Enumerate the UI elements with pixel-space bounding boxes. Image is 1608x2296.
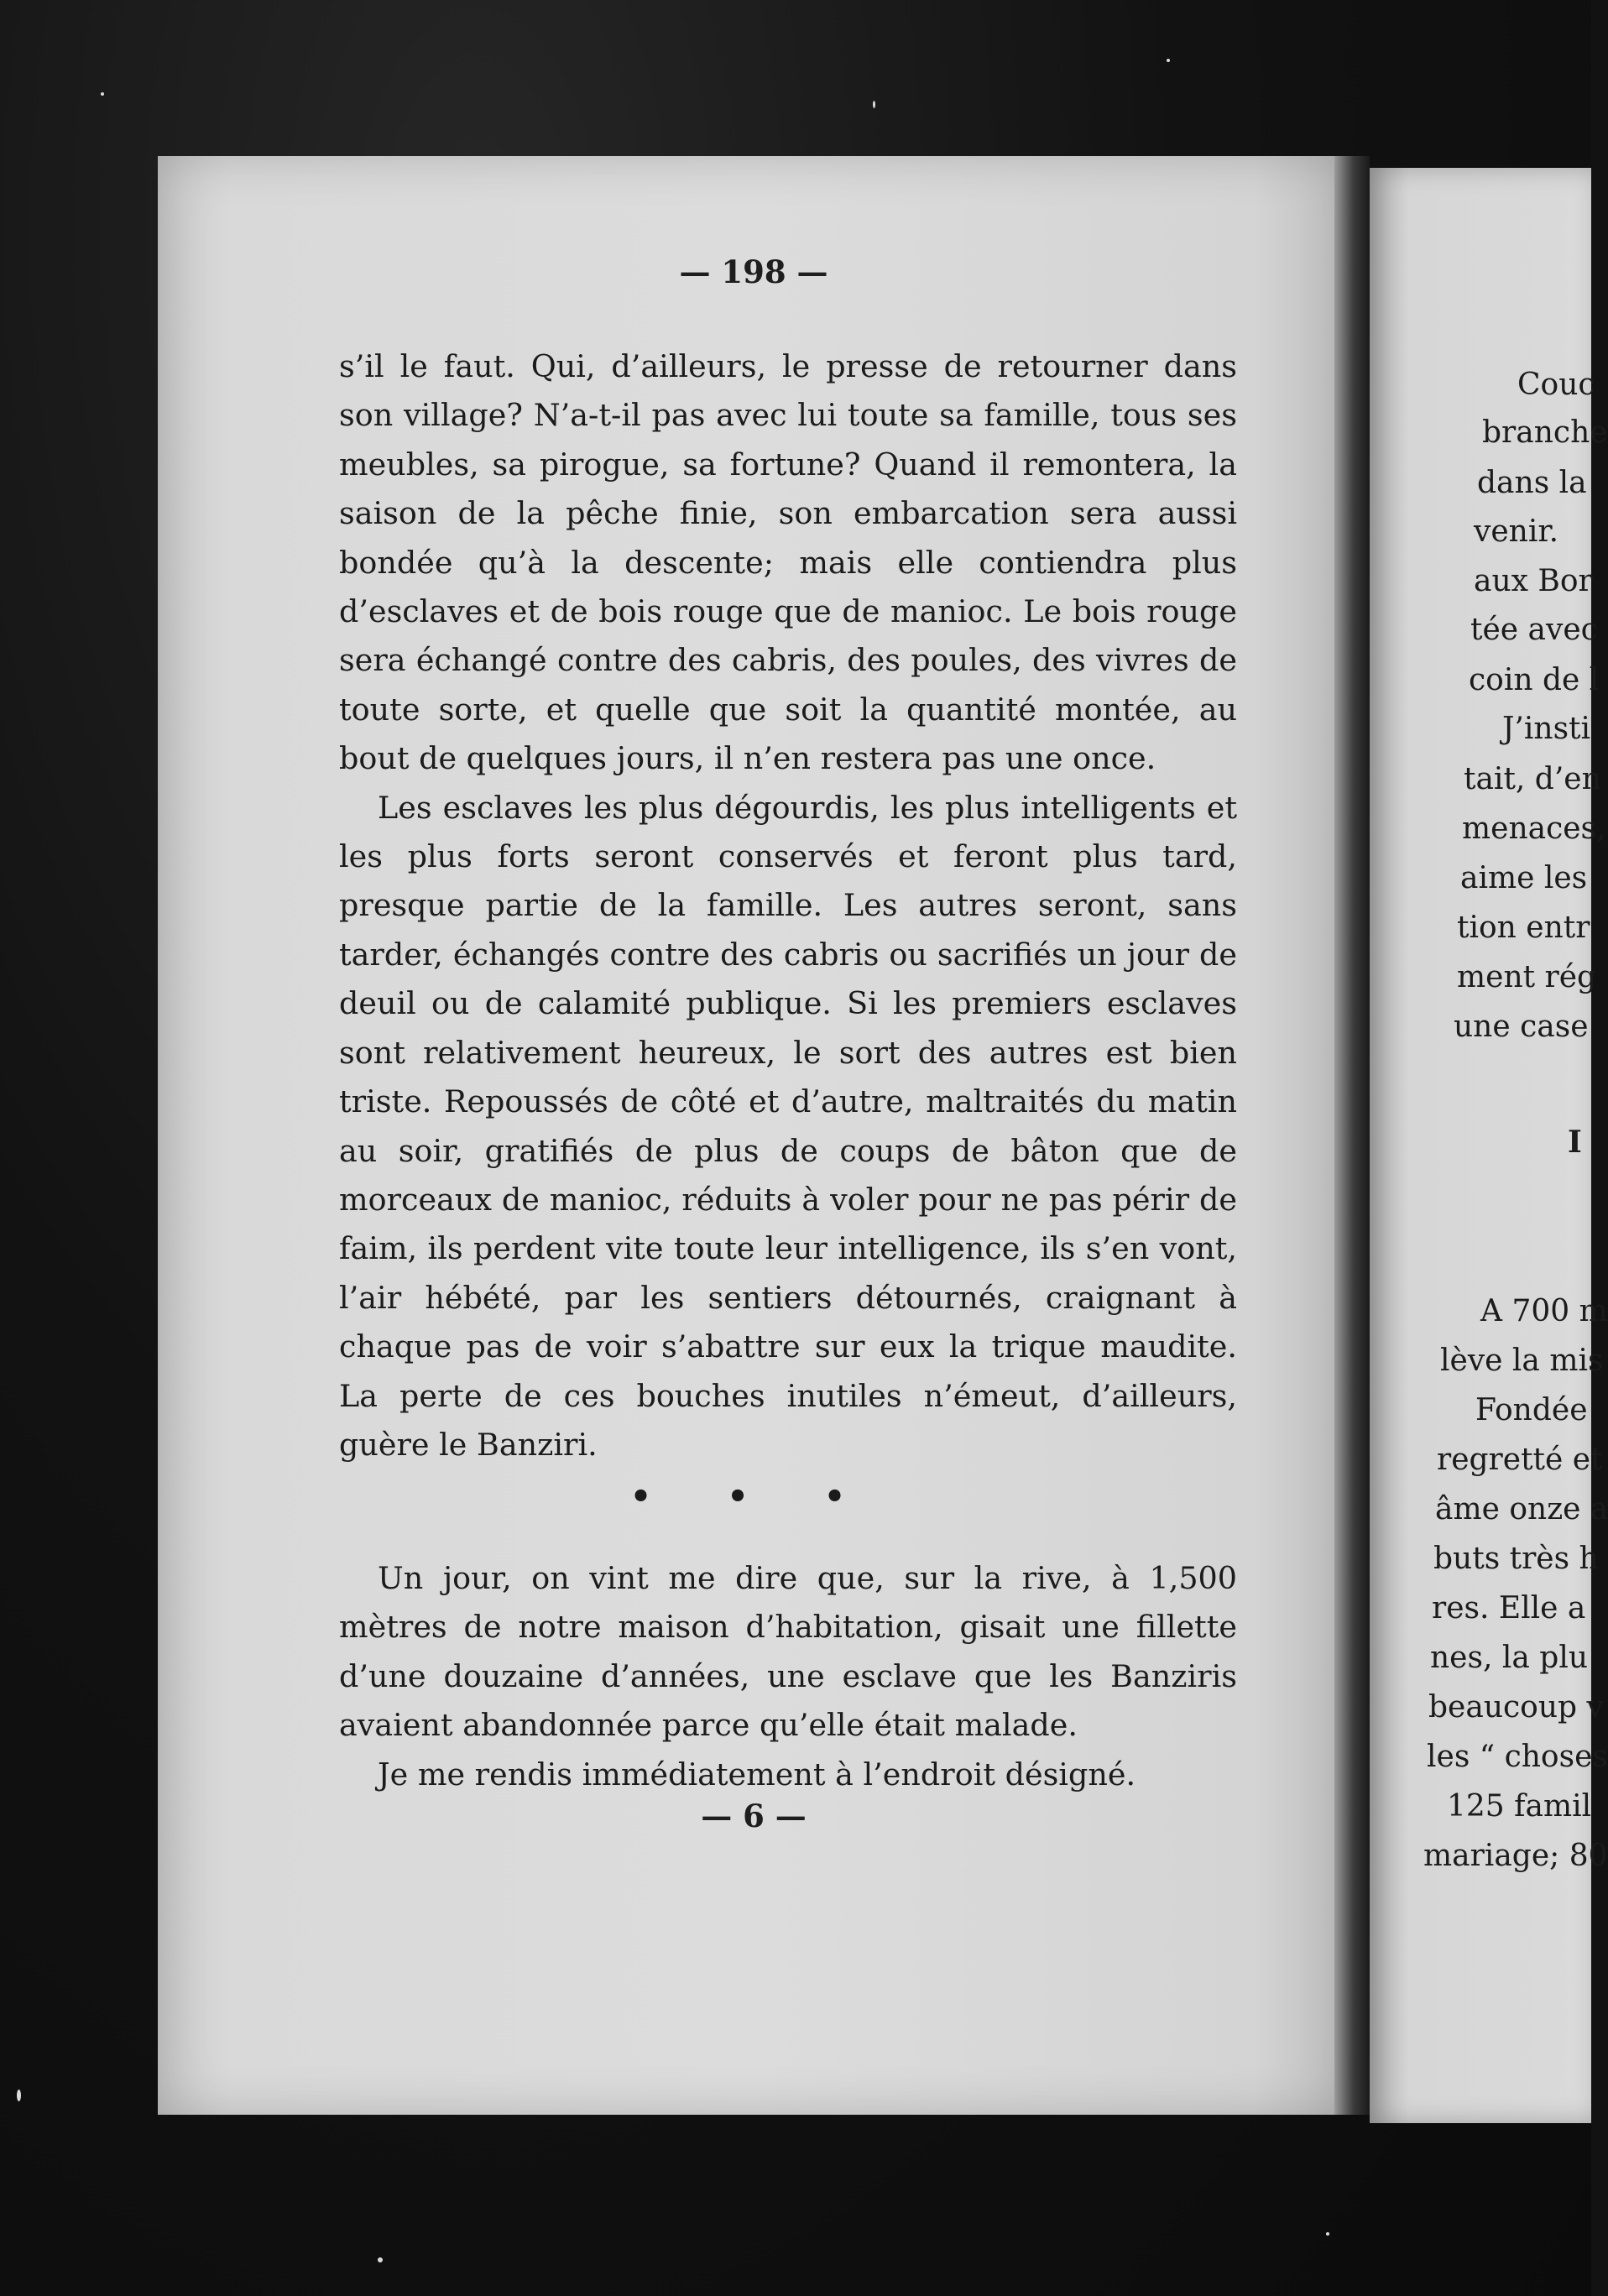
right-line: dans la: [1477, 466, 1587, 500]
film-speck: [17, 2090, 21, 2101]
right-line: 125 famil: [1447, 1789, 1592, 1824]
right-line: J’insti: [1502, 712, 1591, 746]
body-text: [339, 342, 1237, 1469]
paragraph: Un jour, on vint me dire que, sur la rive, à 1,500 mètres de notre maison d’habitation, gisait une fillette d’une douzaine d’années, une esclave que les Banziris avaient abandonnée parce qu’elle était malade.: [339, 1560, 1237, 1744]
film-speck: [378, 2257, 383, 2262]
right-line: ment rég: [1457, 960, 1597, 994]
right-line: une case: [1454, 1010, 1589, 1044]
right-line: regretté et: [1437, 1443, 1603, 1477]
film-speck: [1326, 2232, 1329, 2236]
paragraph: Je me rendis immédiatement à l’endroit désigné.: [378, 1756, 1136, 1792]
right-line: I: [1568, 1125, 1582, 1160]
right-line: mariage; 80: [1423, 1839, 1608, 1873]
right-line: A 700 m: [1480, 1294, 1608, 1328]
right-page: [1370, 168, 1608, 2123]
right-line: âme onze a: [1435, 1492, 1608, 1526]
right-line: tait, d’en: [1464, 762, 1601, 796]
right-line: venir.: [1474, 514, 1559, 549]
paragraph: Les esclaves les plus dégourdis, les plus intelligents et les plus forts seront conservés et feront plus tard, presque partie de la famille. Les autres seront, sans tarder, échangés contre des cabris ou sacrifiés un jour de deuil ou de calamité publique. Si les premiers esclaves sont relativement heureux, le sort des autres est bien triste. Repoussés de côté et d’autre, maltraités du matin au soir, gratifiés de plus de coups de bâton que de morceaux de manioc, réduits à voler pour ne pas périr de faim, ils perdent vite toute leur intelligence, ils s’en vont, l’air hébété, par les sentiers détournés, craignant à chaque pas de voir s’abattre sur eux la trique maudite. La perte de ces bouches inutiles n’émeut, d’ailleurs, guère le Banziri.: [339, 789, 1237, 1463]
film-speck: [873, 101, 875, 108]
right-line: coin de l: [1469, 663, 1600, 697]
right-line: Fondée: [1475, 1393, 1588, 1427]
right-line: res. Elle a: [1432, 1591, 1586, 1625]
section-separator: • • •: [629, 1477, 878, 1516]
right-line: Couc: [1517, 368, 1595, 402]
right-line: tée avec: [1470, 613, 1598, 647]
right-line: branche: [1482, 415, 1608, 450]
right-line: aux Bor: [1474, 564, 1593, 598]
page-number-top: — 198 —: [679, 253, 828, 290]
right-line: buts très h: [1433, 1542, 1599, 1576]
signature-mark: — 6 —: [701, 1798, 807, 1834]
paragraph: s’il le faut. Qui, d’ailleurs, le presse de retourner dans son village? N’a-t-il pas avec lui toute sa famille, tous ses meubles, sa pirogue, sa fortune? Quand il remontera, la saison de la pêche finie, son embarcation sera aussi bondée qu’à la descente; mais elle contiendra plus d’esclaves et de bois rouge que de manioc. Le bois rouge sera échangé contre des cabris, des poules, des vivres de toute sorte, et quelle que soit la quantité montée, au bout de quelques jours, il n’en restera pas une once.: [339, 348, 1237, 777]
right-line: nes, la plu: [1430, 1641, 1589, 1675]
right-line: tion entr: [1457, 911, 1590, 945]
right-line: menaces,: [1462, 811, 1606, 846]
right-line: aime les: [1460, 861, 1588, 895]
right-line: lève la mis: [1440, 1344, 1604, 1378]
film-speck: [1167, 59, 1170, 62]
body-text-continued: [339, 1554, 1237, 1799]
right-page-text: [1370, 168, 1608, 2123]
right-line: les “ choses: [1427, 1740, 1608, 1774]
right-line: beaucoup v: [1428, 1690, 1604, 1725]
film-speck: [101, 92, 104, 96]
